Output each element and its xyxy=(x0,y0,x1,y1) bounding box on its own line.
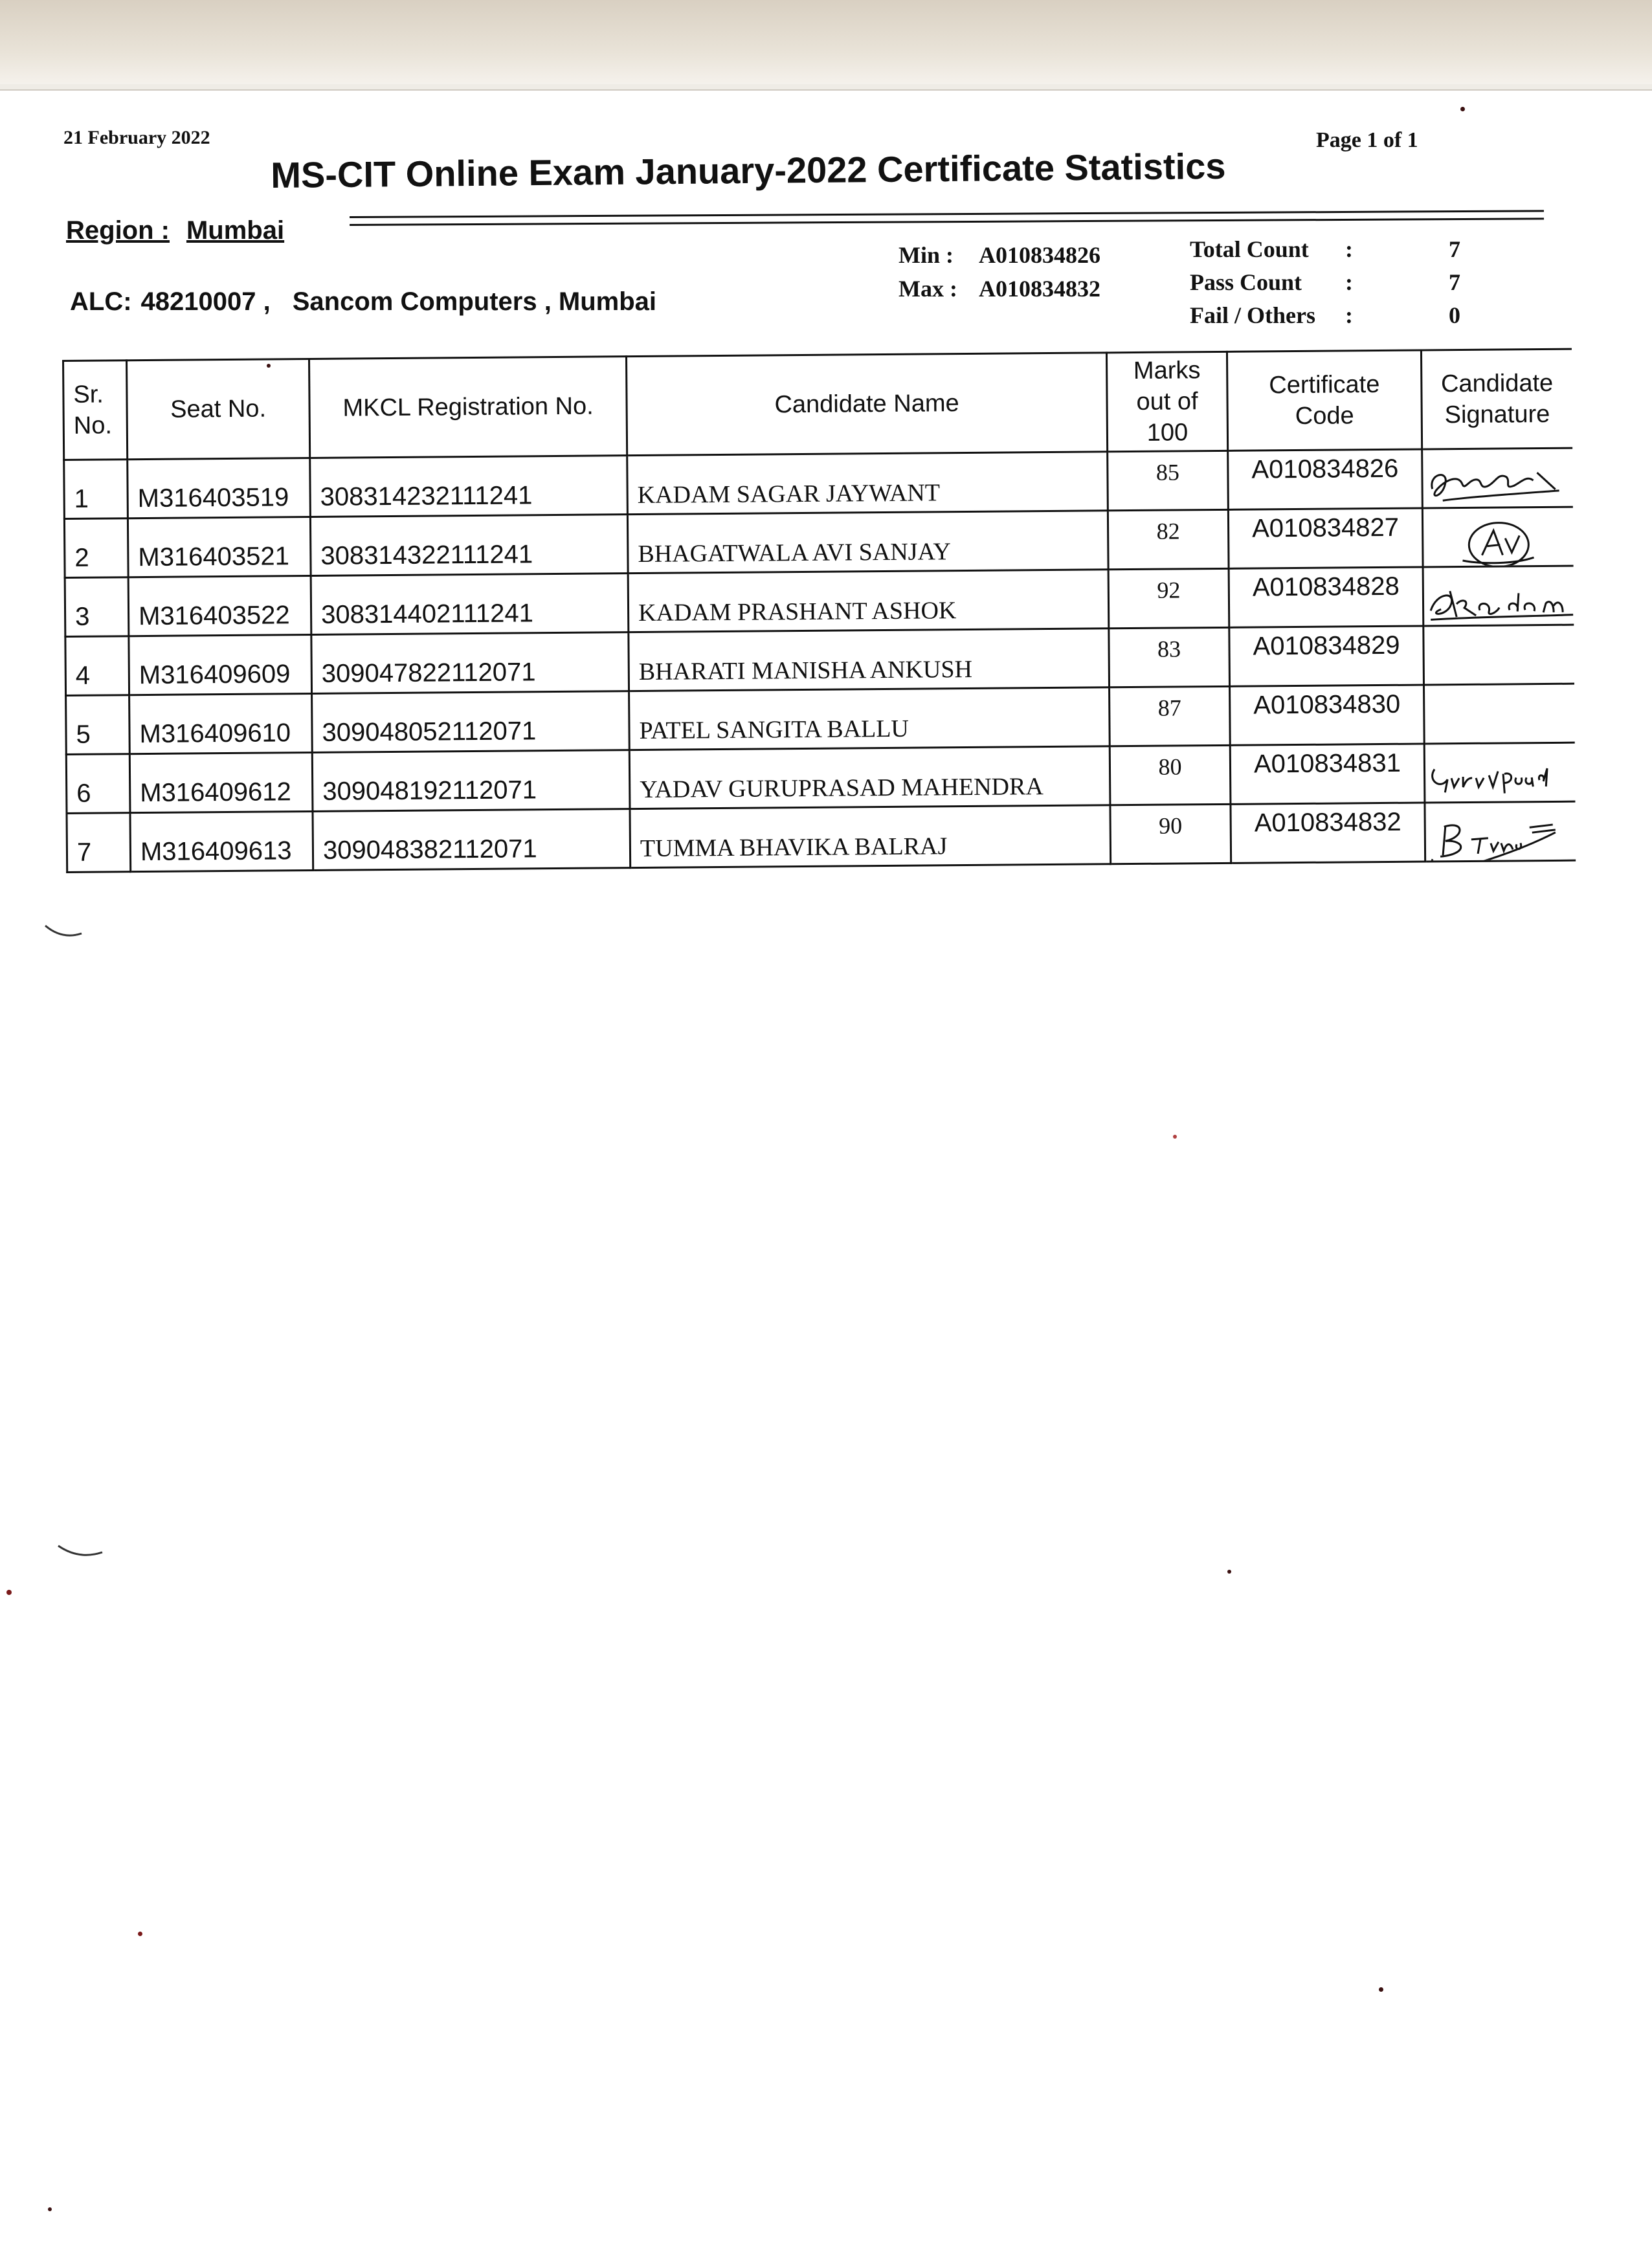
scan-speck xyxy=(138,1932,142,1936)
total-count-value: 7 xyxy=(1449,236,1460,262)
header-double-rule xyxy=(350,210,1544,226)
scan-mark xyxy=(43,914,88,940)
cell-sr-no: 7 xyxy=(67,813,131,873)
pass-count-value: 7 xyxy=(1449,269,1460,295)
colon: : xyxy=(1345,302,1353,328)
region-label: Region : xyxy=(66,216,170,245)
scan-mark xyxy=(56,1542,107,1561)
colon: : xyxy=(1345,236,1353,262)
cell-marks: 90 xyxy=(1110,804,1231,864)
scan-speck xyxy=(6,1590,12,1595)
cell-sr-no: 4 xyxy=(65,636,129,696)
cell-registration-no: 309047822112071 xyxy=(311,632,629,694)
cell-registration-no: 309048382112071 xyxy=(313,809,631,871)
cell-sr-no: 2 xyxy=(64,518,128,578)
cell-seat-no: M316409609 xyxy=(129,634,312,695)
colon: : xyxy=(1345,269,1353,295)
alc-code: 48210007 , xyxy=(140,287,271,316)
table-row xyxy=(67,801,1576,872)
cell-candidate-name: PATEL SANGITA BALLU xyxy=(629,687,1110,750)
cell-candidate-name: BHARATI MANISHA ANKUSH xyxy=(629,629,1110,691)
count-summary xyxy=(1190,233,1460,332)
cell-seat-no: M316409613 xyxy=(130,811,313,871)
scan-speck xyxy=(1460,107,1465,111)
cell-certificate-code: A010834829 xyxy=(1229,626,1424,686)
handwritten-signature xyxy=(1426,813,1576,861)
certificate-range xyxy=(899,238,1100,306)
scan-speck xyxy=(1379,1987,1383,1992)
handwritten-signature xyxy=(1424,577,1574,625)
cell-candidate-name: TUMMA BHAVIKA BALRAJ xyxy=(630,805,1111,868)
handwritten-signature xyxy=(1425,754,1575,802)
cell-candidate-name: BHAGATWALA AVI SANJAY xyxy=(627,511,1108,574)
col-header-candidate-name: Candidate Name xyxy=(626,353,1107,456)
cell-marks: 85 xyxy=(1108,451,1229,510)
col-header-registration-no: MKCL Registration No. xyxy=(309,357,627,458)
cell-marks: 87 xyxy=(1110,686,1231,746)
scan-speck xyxy=(1173,1135,1177,1139)
scan-speck xyxy=(1227,1570,1231,1574)
report-date: 21 February 2022 xyxy=(63,127,210,148)
page-number: Page 1 of 1 xyxy=(1316,128,1418,152)
col-header-certificate-code: Certificate Code xyxy=(1227,350,1422,451)
col-header-sr-no: Sr. No. xyxy=(63,361,128,460)
cell-certificate-code: A010834832 xyxy=(1231,803,1425,863)
cell-candidate-signature xyxy=(1423,566,1574,626)
table-header-row xyxy=(63,349,1572,460)
min-label: Min : xyxy=(899,242,954,268)
cell-certificate-code: A010834828 xyxy=(1229,567,1423,627)
cell-registration-no: 308314322111241 xyxy=(310,515,628,576)
cell-certificate-code: A010834827 xyxy=(1228,508,1423,568)
cell-candidate-signature xyxy=(1422,448,1573,508)
cell-candidate-name: KADAM SAGAR JAYWANT xyxy=(627,452,1108,515)
cell-candidate-signature xyxy=(1424,684,1575,744)
cell-marks: 80 xyxy=(1110,745,1231,805)
scan-speck xyxy=(48,2207,52,2211)
cell-marks: 92 xyxy=(1108,568,1229,628)
alc-line xyxy=(70,287,656,317)
cell-registration-no: 308314402111241 xyxy=(311,574,629,635)
statistics-table xyxy=(62,348,1576,873)
cell-sr-no: 3 xyxy=(65,577,129,637)
cell-sr-no: 1 xyxy=(64,460,128,519)
cell-certificate-code: A010834831 xyxy=(1230,744,1425,804)
cell-sr-no: 5 xyxy=(66,695,130,755)
col-header-marks: Marks out of 100 xyxy=(1106,351,1227,451)
alc-centre-name: Sancom Computers , Mumbai xyxy=(292,287,657,316)
cell-seat-no: M316403521 xyxy=(128,517,311,577)
cell-registration-no: 309048052112071 xyxy=(312,691,630,753)
region-line xyxy=(66,216,284,245)
fail-count-value: 0 xyxy=(1449,302,1460,328)
scan-speck xyxy=(267,364,271,368)
cell-registration-no: 308314232111241 xyxy=(310,456,628,517)
cell-candidate-signature xyxy=(1425,801,1576,862)
cell-certificate-code: A010834826 xyxy=(1228,449,1423,509)
col-header-signature: Candidate Signature xyxy=(1421,349,1572,449)
cell-candidate-signature xyxy=(1422,507,1573,567)
handwritten-signature xyxy=(1423,460,1572,507)
cell-marks: 83 xyxy=(1109,627,1230,687)
min-value: A010834826 xyxy=(979,242,1100,268)
max-label: Max : xyxy=(899,276,957,302)
total-count-label: Total Count xyxy=(1190,236,1309,262)
statistics-table-wrapper xyxy=(62,348,1574,867)
scan-top-border xyxy=(0,0,1652,87)
cell-candidate-name: KADAM PRASHANT ASHOK xyxy=(628,570,1109,632)
cell-seat-no: M316409612 xyxy=(129,752,313,812)
cell-sr-no: 6 xyxy=(66,754,130,814)
cell-candidate-signature xyxy=(1423,625,1574,685)
cell-seat-no: M316403522 xyxy=(128,575,311,636)
cell-registration-no: 309048192112071 xyxy=(312,750,630,812)
handwritten-signature xyxy=(1423,518,1573,566)
paper-edge xyxy=(0,84,1652,91)
cell-certificate-code: A010834830 xyxy=(1230,685,1425,745)
cell-marks: 82 xyxy=(1108,509,1229,569)
pass-count-label: Pass Count xyxy=(1190,269,1302,295)
cell-candidate-name: YADAV GURUPRASAD MAHENDRA xyxy=(629,746,1110,809)
cell-seat-no: M316403519 xyxy=(128,458,311,518)
alc-label: ALC: xyxy=(70,287,132,316)
fail-count-label: Fail / Others xyxy=(1190,302,1315,328)
region-value: Mumbai xyxy=(186,216,285,245)
cell-seat-no: M316409610 xyxy=(129,693,313,753)
report-title: MS-CIT Online Exam January-2022 Certificate Statistics xyxy=(271,145,1226,195)
cell-candidate-signature xyxy=(1424,742,1575,803)
max-value: A010834832 xyxy=(979,276,1100,302)
col-header-seat-no: Seat No. xyxy=(127,359,310,460)
